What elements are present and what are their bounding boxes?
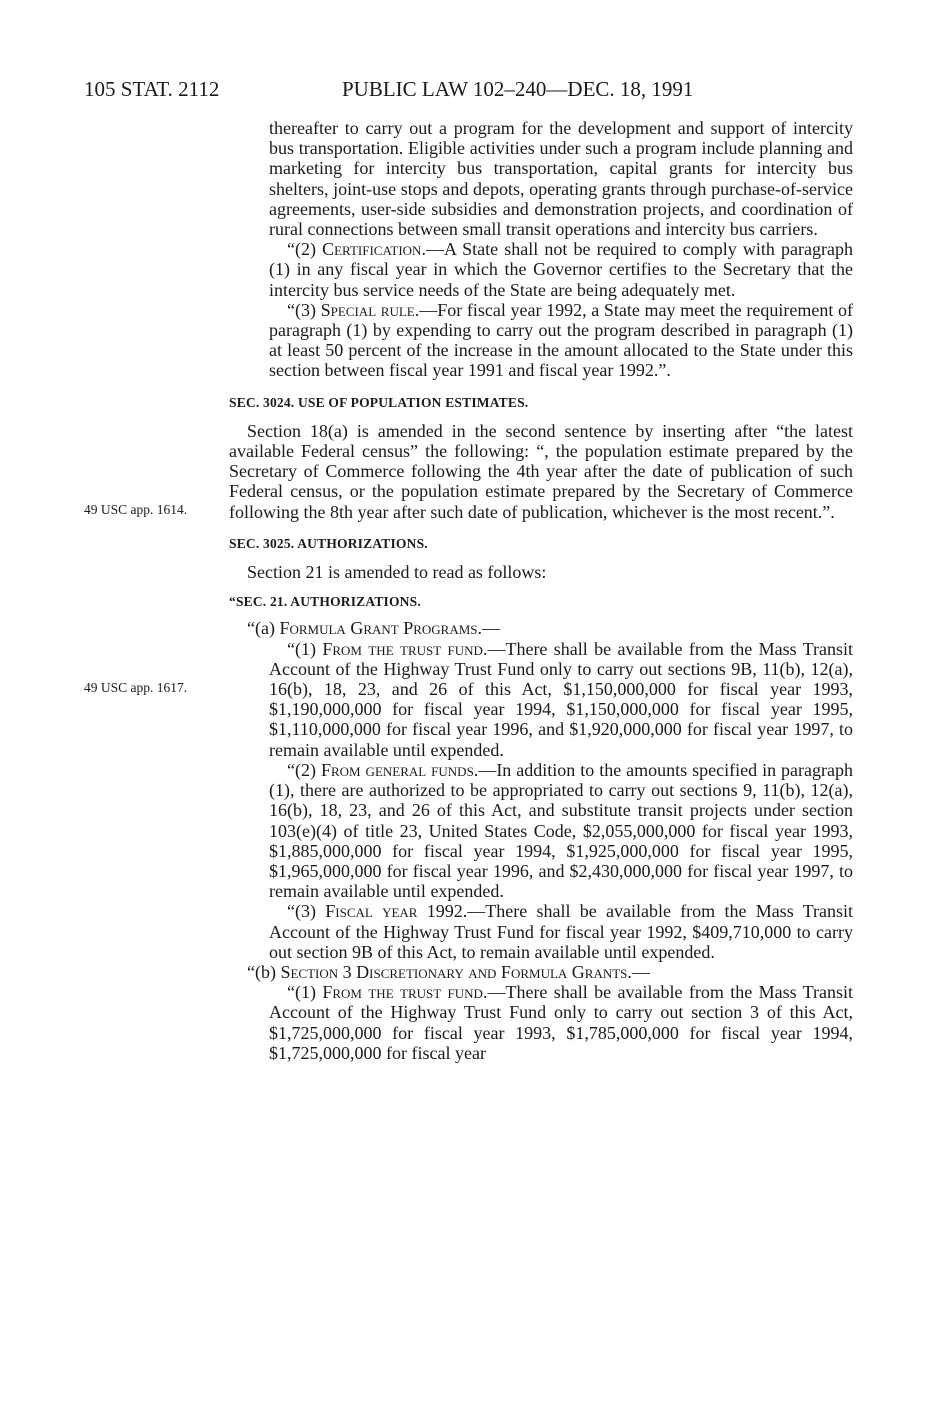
margin-note-1614: 49 USC app. 1614.: [84, 502, 188, 517]
paragraph-b1: “(1) From the trust fund.—There shall be available from the Mass Transit Account of the Highway Trust Fund only to carry out section 3 of this Act, $1,725,000,000 for fiscal year 1993, $1,785,000,000 for fiscal year 1994, $1,725,000,000 for fiscal year: [269, 982, 853, 1063]
subsection-a-heading: “(a) Formula Grant Programs.—: [247, 618, 501, 639]
b1-heading: From the trust fund.: [322, 982, 488, 1003]
formula-grant-programs-heading: Formula Grant Programs.: [279, 618, 483, 639]
continuation-paragraph: thereafter to carry out a program for the development and support of intercity bus transportation. Eligible activities under such a program include planning and marketing for intercity bus transportation, capital grants for intercity bus shelters, joint-use stops and depots, operating grants through purchase-of-service agreements, user-side subsidies and demonstration projects, and coordination of rural connections between small transit operations and intercity bus carriers.: [269, 118, 853, 240]
certification-heading: Certification.: [322, 239, 426, 260]
a2-heading: From general funds.: [320, 759, 479, 780]
page-header: [84, 74, 744, 104]
section-3024-text: Section 18(a) is amended in the second sentence by inserting after “the latest available Federal census” the following: “, the population estimate prepared by the Secretary of Commerce following the 4th year after the date of publication of such Federal census, or the population estimate prepared by the Secretary of Commerce following the 8th year after such date of publication, whichever is the most recent.”.: [229, 420, 853, 522]
section-3024-heading: SEC. 3024. USE OF POPULATION ESTIMATES.: [229, 394, 529, 410]
statute-page-number: 105 STAT. 2112: [84, 77, 220, 101]
public-law-title: PUBLIC LAW 102–240—DEC. 18, 1991: [342, 77, 694, 101]
a1-heading: From the trust fund.: [322, 638, 488, 659]
section-3-grants-heading: Section 3 Discretionary and Formula Grants.: [280, 961, 632, 982]
paragraph-special-rule: “(3) Special rule.—For fiscal year 1992, a State may meet the requirement of paragraph (1) by expending to carry out the program described in paragraph (1) at least 50 percent of the increase in the amount allocated to the State under this section between fiscal year 1991 and fiscal year 1992.”.: [269, 299, 853, 381]
section-21-heading: “SEC. 21. AUTHORIZATIONS.: [229, 594, 421, 610]
paragraph-a1: “(1) From the trust fund.—There shall be available from the Mass Transit Account of the Highway Trust Fund only to carry out sections 9B, 11(b), 12(a), 16(b), 18, 23, and 26 of this Act, $1,150,000,000 for fiscal year 1993, $1,190,000,000 for fiscal year 1994, $1,150,000,000 for fiscal year 1995, $1,110,000,000 for fiscal year 1996, and $1,920,000,000 for fiscal year 1997, to remain available until expended.: [269, 638, 853, 760]
section-3025-text: Section 21 is amended to read as follows:: [247, 562, 547, 583]
paragraph-a3: “(3) Fiscal year 1992.—There shall be available from the Mass Transit Account of the Highway Trust Fund for fiscal year 1992, $409,710,000 to carry out section 9B of this Act, to remain available until expended.: [269, 901, 853, 962]
paragraph-a2: “(2) From general funds.—In addition to the amounts specified in paragraph (1), there are authorized to be appropriated to carry out sections 9, 11(b), 12(a), 16(b), 18, 23, and 26 of this Act, and substitute transit projects under section 103(e)(4) of title 23, United States Code, $2,055,000,000 for fiscal year 1993, $1,885,000,000 for fiscal year 1994, $1,925,000,000 for fiscal year 1995, $1,965,000,000 for fiscal year 1996, and $2,430,000,000 for fiscal year 1997, to remain available until expended.: [269, 759, 853, 902]
a3-heading: Fiscal year 1992.: [325, 901, 468, 922]
section-3025-heading: SEC. 3025. AUTHORIZATIONS.: [229, 535, 428, 551]
special-rule-heading: Special rule.: [320, 299, 420, 320]
document-body: [229, 118, 853, 1063]
margin-note-1617: 49 USC app. 1617.: [84, 680, 188, 695]
subsection-b-heading: “(b) Section 3 Discretionary and Formula Grants.—: [247, 961, 650, 982]
paragraph-certification: “(2) Certification.—A State shall not be required to comply with paragraph (1) in any fiscal year in which the Governor certifies to the Secretary that the intercity bus service needs of the State are being adequately met.: [269, 239, 853, 300]
